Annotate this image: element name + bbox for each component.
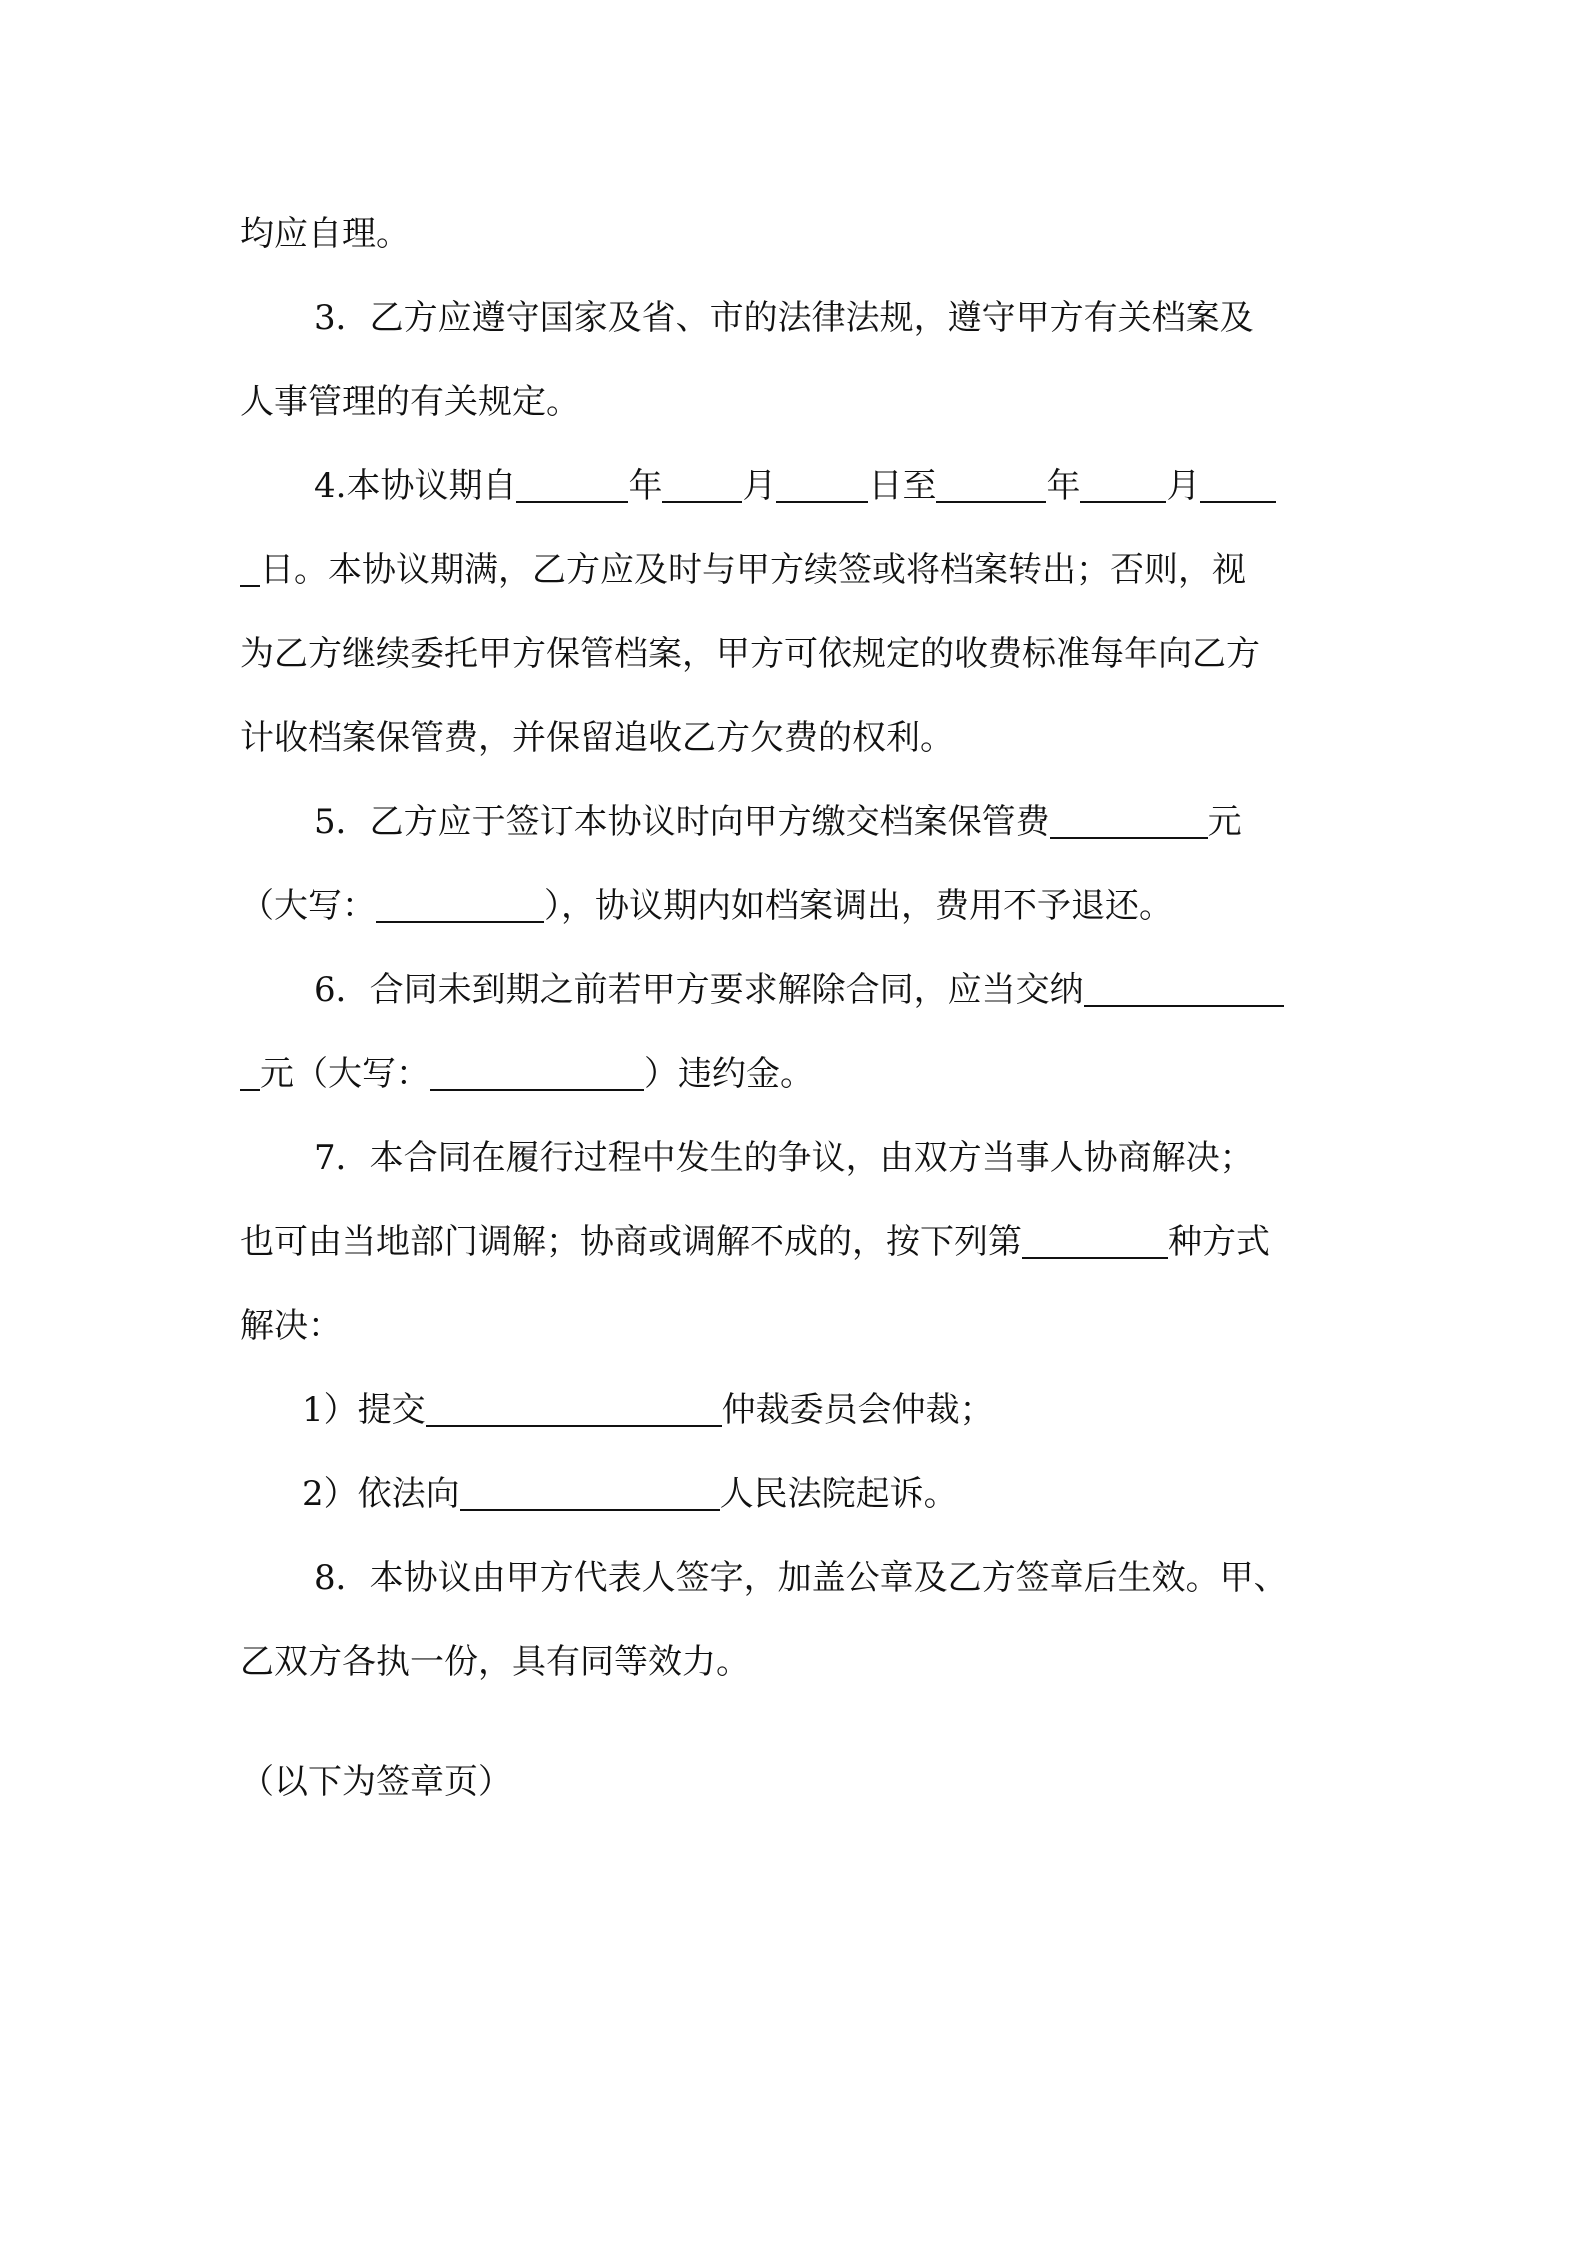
line-text: 元 xyxy=(1207,802,1242,842)
fill-blank-end-year[interactable] xyxy=(936,461,1046,503)
paragraph-line xyxy=(240,288,1352,348)
fill-blank-start-year[interactable] xyxy=(516,461,628,503)
paragraph-line xyxy=(240,540,1352,600)
fill-blank-arbitration-committee[interactable] xyxy=(426,1385,722,1427)
line-text: 月 xyxy=(742,466,777,506)
fill-blank-end-day-continued[interactable] xyxy=(240,545,260,587)
line-text: 8．本协议由甲方代表人签字，加盖公章及乙方签章后生效。甲、 xyxy=(314,1558,1288,1598)
paragraph-line-court xyxy=(240,1464,1352,1524)
paragraph-line xyxy=(240,1128,1352,1188)
paragraph-line xyxy=(240,204,1352,264)
paragraph-line-fee-words xyxy=(240,876,1352,936)
fill-blank-penalty-words[interactable] xyxy=(430,1049,644,1091)
line-text: 3．乙方应遵守国家及省、市的法律法规，遵守甲方有关档案及 xyxy=(314,298,1254,338)
paragraph-line-date-range xyxy=(240,456,1352,516)
line-text: 乙双方各执一份，具有同等效力。 xyxy=(240,1642,750,1682)
paragraph-line-fee xyxy=(240,792,1352,852)
line-text: 为乙方继续委托甲方保管档案，甲方可依规定的收费标准每年向乙方 xyxy=(240,634,1260,674)
line-text: 仲裁委员会仲裁； xyxy=(721,1390,994,1430)
paragraph-line xyxy=(240,624,1352,684)
line-text: 2）依法向 xyxy=(302,1474,460,1514)
line-text: 6．合同未到期之前若甲方要求解除合同，应当交纳 xyxy=(314,970,1084,1010)
fill-blank-court[interactable] xyxy=(460,1469,720,1511)
line-text: ），协议期内如档案调出，费用不予退还。 xyxy=(544,886,1173,926)
line-text: 种方式 xyxy=(1168,1222,1270,1262)
line-text: 解决： xyxy=(240,1306,342,1346)
paragraph-line xyxy=(240,1632,1352,1692)
fill-blank-fee-words[interactable] xyxy=(376,881,544,923)
line-text: 均应自理。 xyxy=(240,214,410,254)
paragraph-line-arbitration xyxy=(240,1380,1352,1440)
signature-page-note xyxy=(240,1752,1352,1812)
line-text: 元（大写： xyxy=(260,1054,430,1094)
line-text: 人事管理的有关规定。 xyxy=(240,382,580,422)
fill-blank-start-month[interactable] xyxy=(662,461,742,503)
line-text: （大写： xyxy=(240,886,376,926)
line-text: 也可由当地部门调解；协商或调解不成的，按下列第 xyxy=(240,1222,1022,1262)
fill-blank-fee-amount[interactable] xyxy=(1050,797,1208,839)
line-text: ）违约金。 xyxy=(644,1054,814,1094)
fill-blank-penalty-amount-continued[interactable] xyxy=(240,1049,260,1091)
line-text: 年 xyxy=(1046,466,1081,506)
line-text: 4.本协议期自 xyxy=(314,466,517,506)
line-text: 人民法院起诉。 xyxy=(719,1474,958,1514)
fill-blank-penalty-amount[interactable] xyxy=(1084,965,1284,1007)
line-text: 日。本协议期满，乙方应及时与甲方续签或将档案转出；否则，视 xyxy=(260,550,1246,590)
fill-blank-start-day[interactable] xyxy=(776,461,868,503)
fill-blank-end-day[interactable] xyxy=(1200,461,1276,503)
paragraph-line xyxy=(240,1296,1352,1356)
line-text: 1）提交 xyxy=(302,1390,426,1430)
line-text: 计收档案保管费，并保留追收乙方欠费的权利。 xyxy=(240,718,954,758)
line-text: 月 xyxy=(1166,466,1201,506)
paragraph-line xyxy=(240,1548,1352,1608)
paragraph-line-penalty-words xyxy=(240,1044,1352,1104)
line-text: 7．本合同在履行过程中发生的争议，由双方当事人协商解决； xyxy=(314,1138,1254,1178)
line-text: 日至 xyxy=(868,466,937,506)
paragraph-line-resolution-method xyxy=(240,1212,1352,1272)
line-text: 5．乙方应于签订本协议时向甲方缴交档案保管费 xyxy=(314,802,1050,842)
paragraph-line xyxy=(240,708,1352,768)
paragraph-line xyxy=(240,372,1352,432)
line-text: 年 xyxy=(628,466,663,506)
fill-blank-method-number[interactable] xyxy=(1022,1217,1168,1259)
line-text: （以下为签章页） xyxy=(240,1762,512,1802)
paragraph-line-penalty xyxy=(240,960,1352,1020)
fill-blank-end-month[interactable] xyxy=(1080,461,1166,503)
